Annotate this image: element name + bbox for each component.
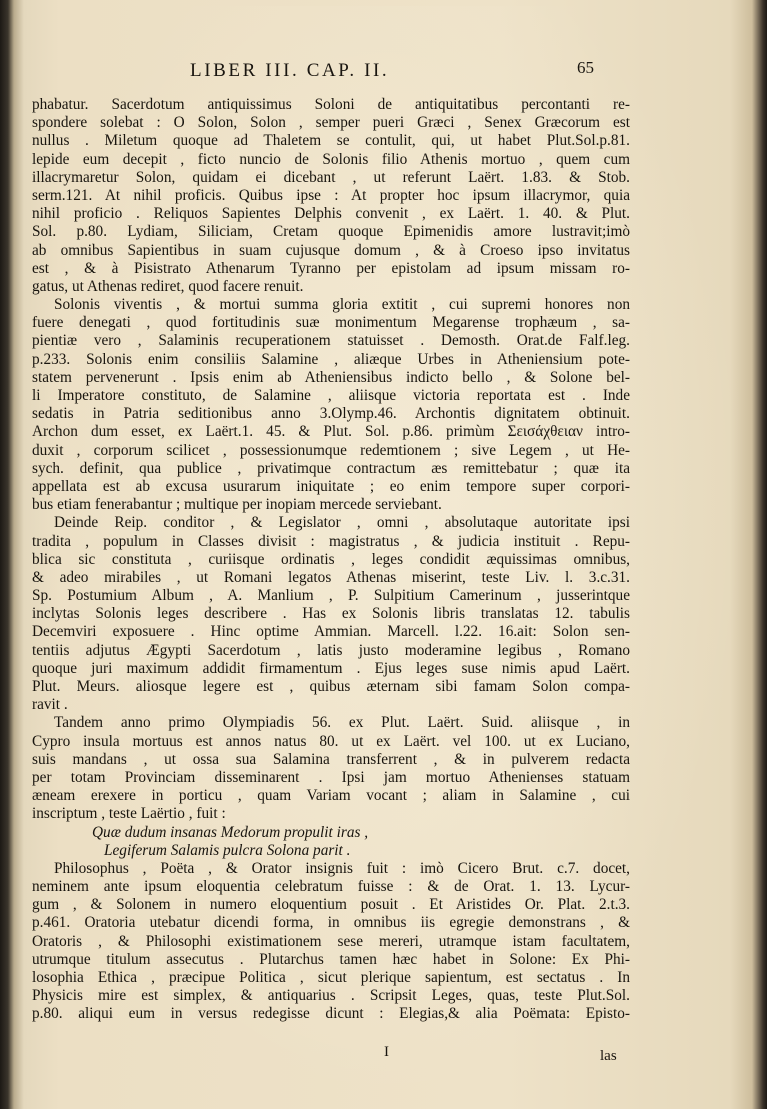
text-line: illacrymaretur Solon, quidam ei dicebant , ut referunt Laërt. 1.83. & Stob. (32, 168, 630, 186)
text-line: ravit . (32, 696, 68, 714)
text-line: gum , & Solonem in numero eloquentium posuit . Et Aristides Or. Plat. 2.t.3. (32, 896, 630, 914)
text-line: suis mandans , ut ossa sua Salamina transferrent , & in pulverem redacta (32, 750, 630, 768)
text-line: p.80. aliqui eum in versus redegisse dicunt : Elegias,& alia Poëmata: Episto- (32, 1005, 630, 1023)
text-line: serm.121. At nihil proficis. Quibus ipse : At propter hoc ipsum illacrymor, quia (32, 186, 630, 204)
text-line: tradita , populum in Classes divisit : magistratus , & judicia instituit . Repu- (32, 532, 630, 550)
text-line: quoque juri maximum addidit firmamentum . Ejus leges suse nimis apud Laërt. (32, 659, 630, 677)
verse-line: Legiferum Salamis pulcra Solona parit . (104, 841, 351, 859)
text-line: inclytas Solonis leges describere . Has ex Solonis libris translatas 12. tabulis (32, 605, 630, 623)
text-line: spondere solebat : O Solon, Solon , semper pueri Græci , Senex Græcorum est (32, 114, 630, 132)
text-line: li Imperatore constituto, de Salamine , aliisque victoria reportata est . Inde (32, 387, 630, 404)
text-line: statem pervenerunt . Ipsis enim ab Atheniensibus indicto bello , & Solone bel- (32, 368, 630, 386)
text-line: Decemviri exposuere . Hinc optime Ammian. Marcell. l.22. 16.ait: Solon sen- (32, 623, 630, 641)
text-line: & adeo mirabiles , ut Romani legatos Athenas miserint, teste Liv. l. 3.c.31. (32, 568, 630, 586)
text-line: lepide eum decepit , ficto nuncio de Solonis filio Athenis mortuo , quem cum (32, 150, 630, 168)
text-line: Archon dum esset, ex Laërt.1. 45. & Plut. Sol. p.86. primùm Σεισάχθειαν intro- (32, 423, 630, 441)
text-line: Physicis mire est simplex, & antiquarius . Scripsit Leges, quas, teste Plut.Sol. (32, 987, 630, 1005)
text-line: inscriptum , teste Laërtio , fuit : (32, 805, 226, 823)
page-header (14, 60, 754, 90)
text-line: Deinde Reip. conditor , & Legislator , omni , absolutaque autoritate ipsi (54, 514, 630, 532)
text-line: appellata est ab excusa usurarum iniquitate ; eo enim tempore super corpori- (32, 477, 630, 495)
text-line: Tandem anno primo Olympiadis 56. ex Plut. Laërt. Suid. aliisque , in (54, 714, 630, 732)
text-line: utrumque titulum assecutus . Plutarchus tamen hæc habet in Solone: Ex Phi- (32, 950, 630, 968)
text-line: Solonis viventis , & mortui summa gloria extitit , cui supremi honores non (54, 296, 630, 314)
signature-mark: I (384, 1044, 389, 1060)
text-line: Plut. Meurs. aliosque legere est , quibus æternam sibi famam Solon compa- (32, 678, 630, 695)
text-line: losophia Ethica , præcipue Politica , sicut plerique sapientum, est sectatus . In (32, 969, 630, 986)
text-line: ab omnibus Sapientibus in suam cujusque domum , & à Croeso ipso invitatus (32, 241, 630, 259)
text-line: Cypro insula mortuus est annos natus 80. ut ex Laërt. vel 100. ut ex Luciano, (32, 732, 630, 750)
text-line: bus etiam fenerabantur ; multique per inopiam mercede serviebant. (32, 496, 442, 514)
text-line: Sp. Postumium Album , A. Manlium , P. Sulpitium Camerinum , jusserintque (32, 587, 630, 605)
text-line: pientiæ vero , Salaminis recuperationem statuisset . Demosth. Orat.de Falf.leg. (32, 332, 630, 350)
text-line: sedatis in Patria seditionibus anno 3.Olymp.46. Archontis dignitatem obtinuit. (32, 405, 630, 423)
text-line: blica sic constituta , curiisque ordinatis , leges condidit æquissimas omnibus, (32, 550, 630, 568)
text-line: Oratoris , & Philosophi existimationem sese mereri, utramque istam facultatem, (32, 932, 630, 950)
running-title: LIBER III. CAP. II. (190, 60, 390, 81)
text-line: neminem ante ipsum eloquentia celebratum fuisse : & de Orat. 1. 13. Lycur- (32, 878, 630, 896)
text-line: Philosophus , Poëta , & Orator insignis fuit : imò Cicero Brut. c.7. docet, (54, 859, 630, 877)
text-line: est , & à Pisistrato Athenarum Tyranno per epistolam ad ipsum missam ro- (32, 259, 630, 277)
text-line: per totam Provinciam disseminarent . Ipsi jam mortuo Athenienses statuam (32, 768, 630, 786)
text-line: tentiis adjutus Ægypti Sacerdotum , latis justo moderamine legibus , Romano (32, 641, 630, 659)
text-line: Sol. p.80. Lydiam, Siliciam, Cretam quoque Epimenidis amore lustravit;imò (32, 223, 630, 241)
catchword: las (600, 1048, 617, 1064)
text-line: fuere denegati , quod fortitudinis suæ monimentum Megarense trophæum , sa- (32, 314, 630, 332)
verse-line: Quæ dudum insanas Medorum propulit iras , (92, 823, 369, 841)
text-line: nullus . Miletum quoque ad Thaletem se contulit, qui, ut habet Plut.Sol.p.81. (32, 132, 630, 150)
text-line: sych. definit, qua publice , privatimque contractum æs remittebatur ; quæ ita (32, 459, 630, 477)
text-line: gatus, ut Athenas rediret, quod facere renuit. (32, 277, 304, 295)
text-line: p.233. Solonis enim consiliis Salamine , aliæque Urbes in Atheniensium pote- (32, 350, 630, 368)
text-line: æneam erexere in porticu , quam Variam vocant ; aliam in Salamine , cui (32, 787, 630, 805)
body-text (32, 96, 630, 1024)
text-line: nihil proficio . Reliquos Sapientes Delphis convenit , ex Laërt. 1. 40. & Plut. (32, 205, 630, 223)
text-line: p.461. Oratoria utebatur dicendi forma, in omnibus iis egregie demonstrans , & (32, 914, 630, 932)
book-page (14, 6, 754, 1106)
text-line: phabatur. Sacerdotum antiquissimus Soloni de antiquitatibus percontanti re- (32, 96, 630, 113)
text-line: duxit , corporum scilicet , possessionumque redemtionem ; sive Legem , ut He- (32, 441, 630, 459)
page-footer (14, 1044, 754, 1064)
page-number: 65 (577, 58, 594, 77)
